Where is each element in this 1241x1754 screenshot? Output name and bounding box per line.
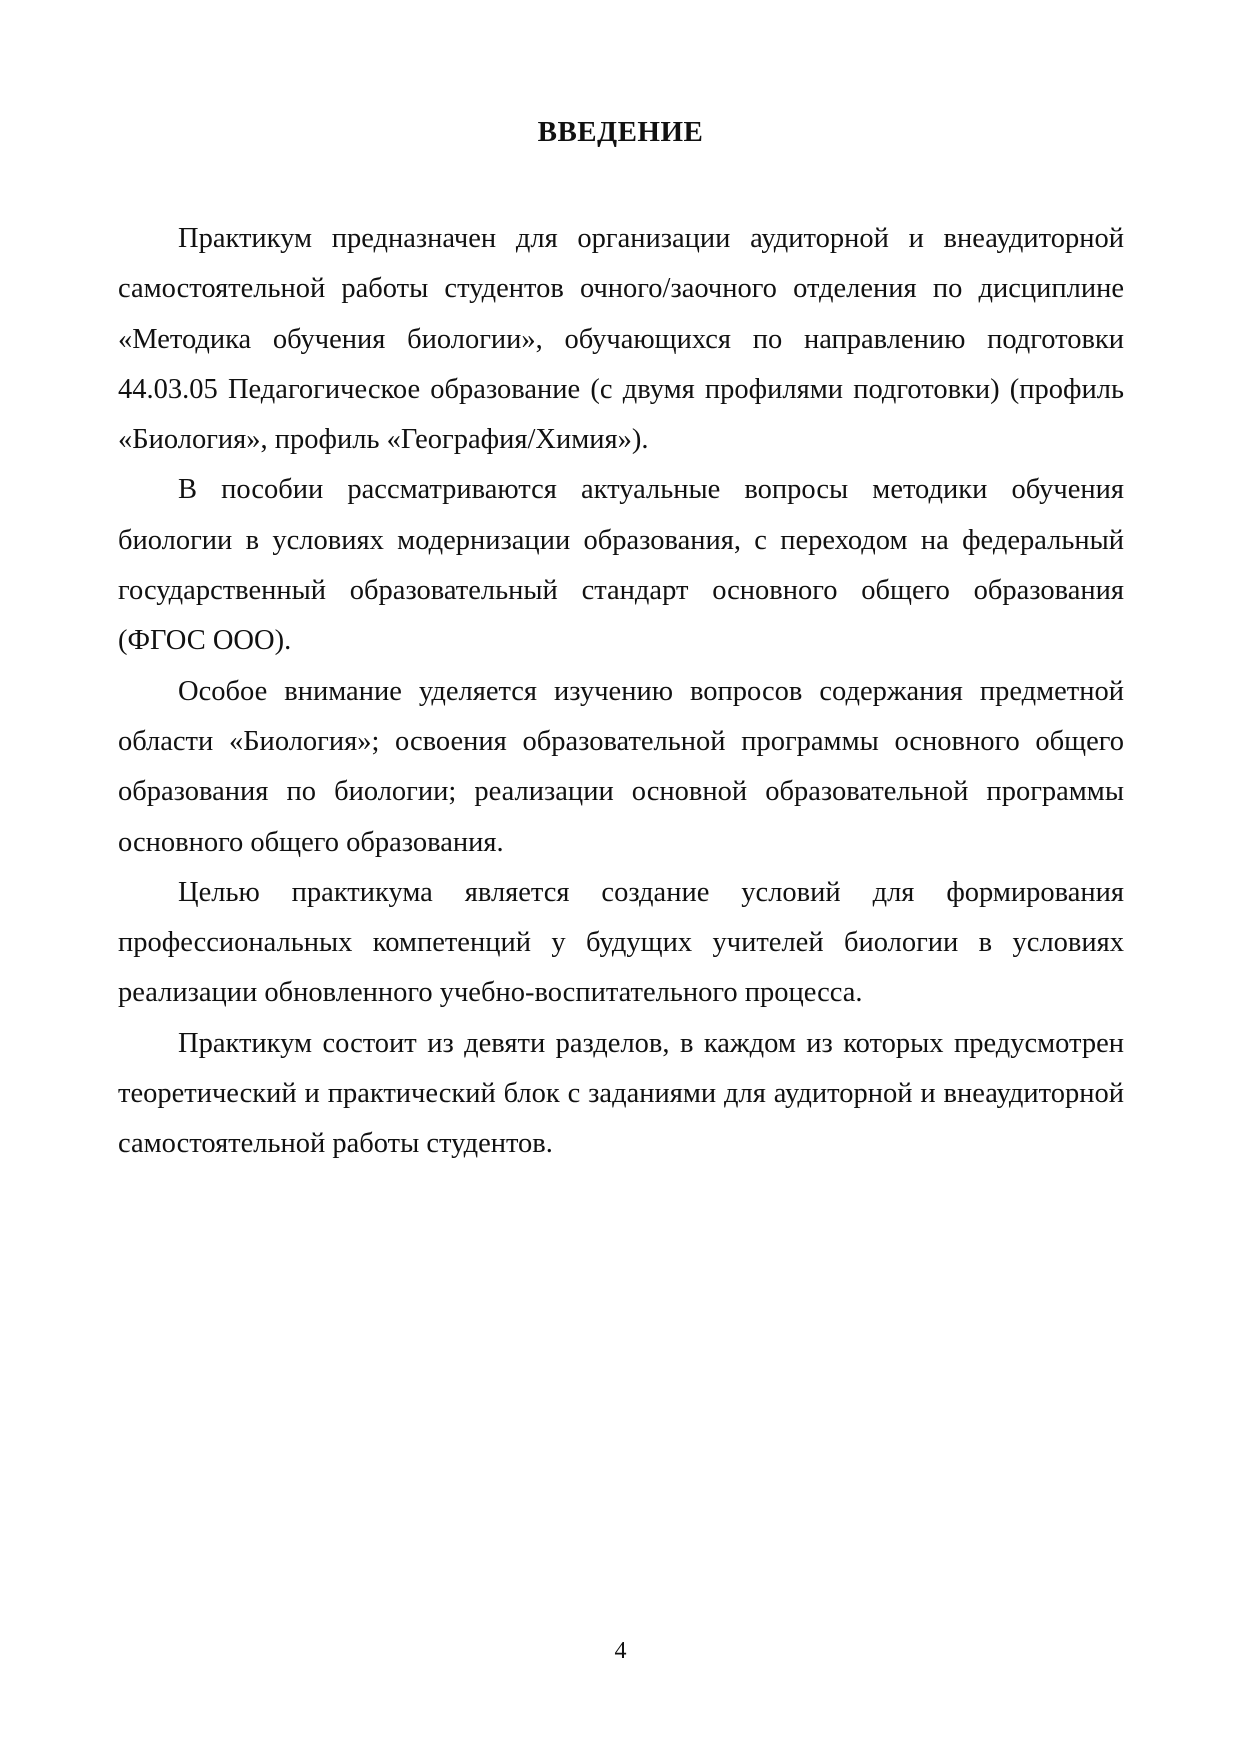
paragraph: Практикум предназначен для организации аудиторной и внеаудиторной самостоятельной работы студентов очного/заочного отделения по дисциплине «Методика обучения биологии», обучающихся по направлению подготовки 44.03.05 Педагогическое образование (с двумя профилями подготовки) (профиль «Биология», профиль «География/Химия»).: [118, 223, 1124, 456]
page-title: ВВЕДЕНИЕ: [537, 116, 704, 148]
paragraph: Особое внимание уделяется изучению вопросов содержания предметной области «Биология»; освоения образовательной программы основного общего образования по биологии; реализации основной образовательной программы основного общего образования.: [118, 675, 1124, 858]
paragraph: Целью практикума является создание условий для формирования профессиональных компетенций у будущих учителей биологии в условиях реализации обновленного учебно-воспитательного процесса.: [118, 876, 1124, 1009]
document-body: [118, 214, 1124, 1170]
page-number: 4: [614, 1638, 627, 1664]
paragraph: Практикум состоит из девяти разделов, в каждом из которых предусмотрен теоретический и практический блок с заданиями для аудиторной и внеаудиторной самостоятельной работы студентов.: [118, 1027, 1124, 1160]
paragraph: В пособии рассматриваются актуальные вопросы методики обучения биологии в условиях модернизации образования, с переходом на федеральный государственный образовательный стандарт основного общего образования (ФГОС ООО).: [118, 474, 1124, 657]
